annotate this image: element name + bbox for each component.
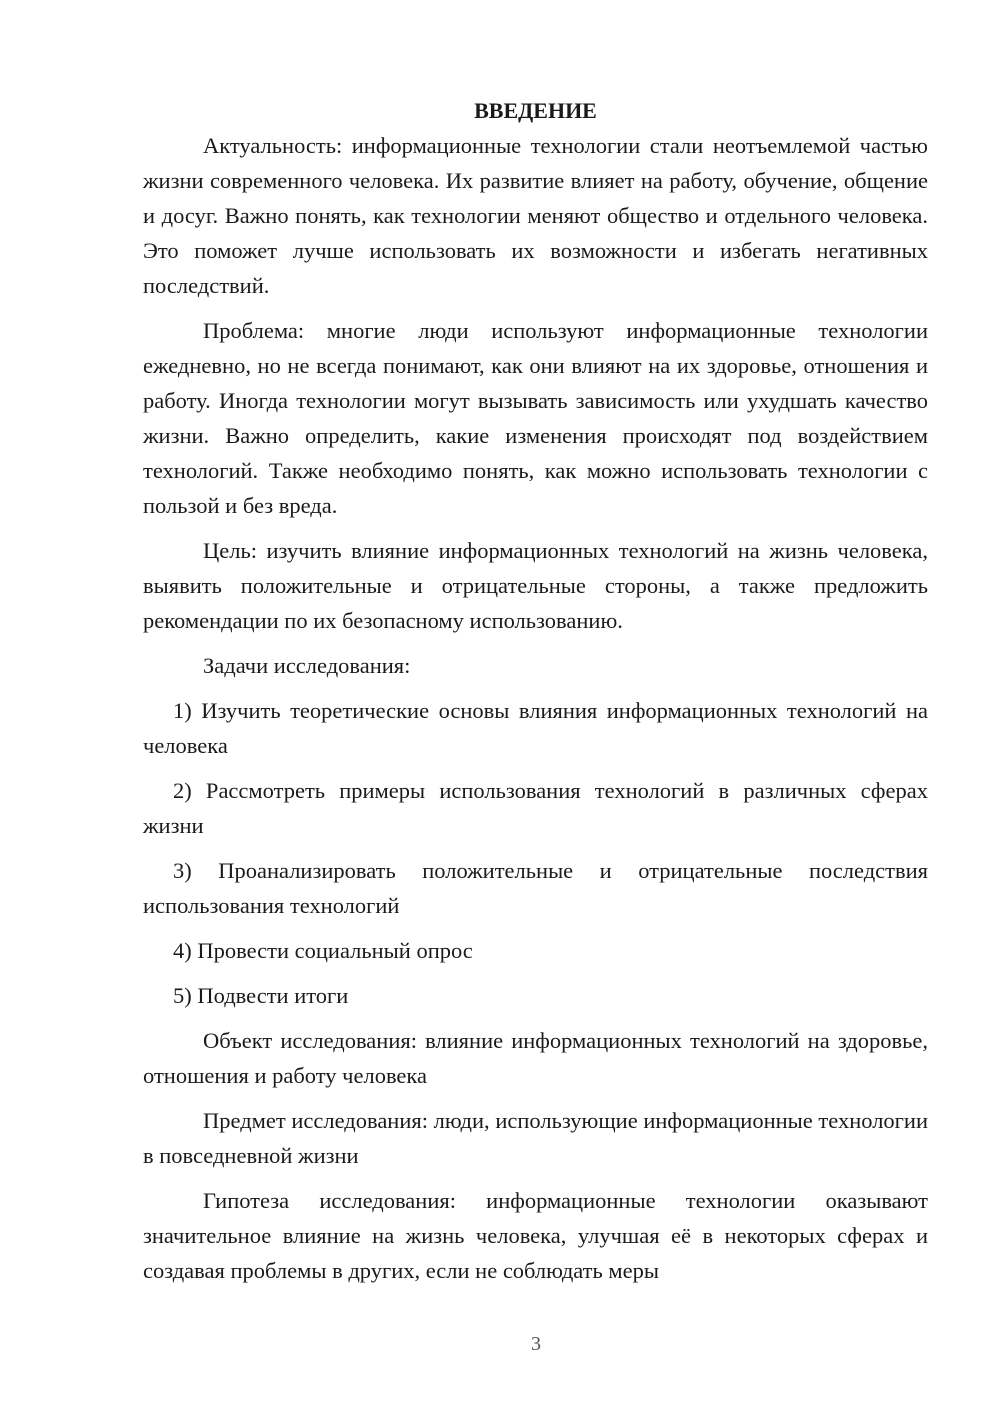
- list-item: 1) Изучить теоретические основы влияния информационных технологий на человека: [143, 698, 928, 758]
- hypothesis-paragraph: Гипотеза исследования: информационные технологии оказывают значительное влияние на жизнь человека, улучшая её в некоторых сферах и создавая проблемы в других, если не соблюдать меры: [143, 1188, 928, 1283]
- list-item: 4) Провести социальный опрос: [173, 938, 473, 963]
- goal-paragraph: Цель: изучить влияние информационных технологий на жизнь человека, выявить положительные и отрицательные стороны, а также предложить рекомендации по их безопасному использованию.: [143, 538, 928, 633]
- object-paragraph: Объект исследования: влияние информационных технологий на здоровье, отношения и работу человека: [143, 1028, 928, 1088]
- page-number: 3: [531, 1333, 541, 1355]
- tasks-label: Задачи исследования:: [203, 653, 411, 678]
- problem-paragraph: Проблема: многие люди используют информационные технологии ежедневно, но не всегда понимают, как они влияют на их здоровье, отношения и работу. Иногда технологии могут вызывать зависимость или ухудшать качество жизни. Важно определить, какие изменения происходят под воздействием технологий. Также необходимо понять, как можно использовать технологии с пользой и без вреда.: [143, 318, 928, 518]
- subject-paragraph: Предмет исследования: люди, использующие информационные технологии в повседневной жизни: [143, 1108, 928, 1168]
- tasks-list: [143, 693, 928, 1013]
- relevance-paragraph: Актуальность: информационные технологии стали неотъемлемой частью жизни современного человека. Их развитие влияет на работу, обучение, общение и досуг. Важно понять, как технологии меняют общество и отдельного человека. Это поможет лучше использовать их возможности и избегать негативных последствий.: [143, 133, 928, 298]
- list-item: 5) Подвести итоги: [173, 983, 349, 1008]
- list-item: 3) Проанализировать положительные и отрицательные последствия использования технологий: [143, 858, 928, 918]
- page-content: [143, 93, 928, 1298]
- list-item: 2) Рассмотреть примеры использования технологий в различных сферах жизни: [143, 778, 928, 838]
- section-title: ВВЕДЕНИЕ: [474, 98, 597, 123]
